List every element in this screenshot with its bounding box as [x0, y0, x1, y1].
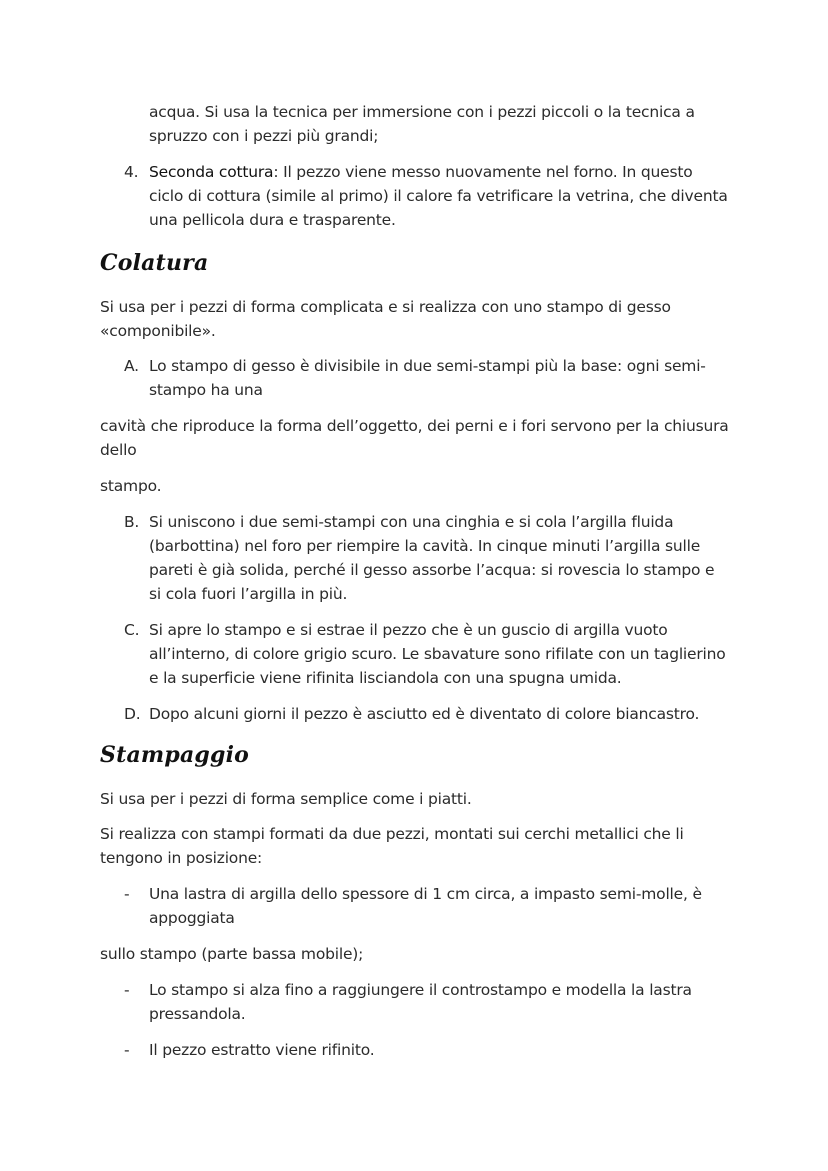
stampaggio-intro: Si usa per i pezzi di forma semplice come i piatti. — [100, 790, 472, 808]
bullet-item-2 — [100, 978, 740, 1026]
bullet-item-text: Una lastra di argilla dello spessore di 1 cm circa, a impasto semi-molle, è appoggiata — [149, 885, 702, 927]
list-item-c — [100, 618, 740, 690]
list-item-d — [100, 702, 740, 726]
list-item-4 — [100, 160, 740, 232]
continuation-paragraph: acqua. Si usa la tecnica per immersione con i pezzi piccoli o la tecnica a spruzzo con i pezzi più grandi; — [149, 103, 695, 145]
heading-stampaggio: Stampaggio — [100, 742, 250, 768]
list-marker: B. — [124, 513, 140, 531]
list-item-text: Si apre lo stampo e si estrae il pezzo che è un guscio di argilla vuoto all’interno, di colore grigio scuro. Le sbavature sono rifilate con un taglierino e la superficie viene rifinita lisciandola con una spugna umida. — [149, 621, 726, 687]
colatura-a-continuation: cavità che riproduce la forma dell’oggetto, dei perni e i fori servono per la chiusura dello — [100, 417, 729, 459]
term-description: : Il pezzo viene messo nuovamente nel forno. In questo ciclo di cottura (simile al primo) il calore fa vetrificare la vetrina, che diventa una pellicola dura e trasparente. — [149, 163, 728, 229]
bullet-item-text: Lo stampo si alza fino a raggiungere il controstampo e modella la lastra pressandola. — [149, 981, 692, 1023]
list-item-a — [100, 354, 740, 402]
heading-colatura: Colatura — [100, 250, 209, 276]
bullet-marker: - — [124, 981, 130, 999]
stampaggio-intro-2: Si realizza con stampi formati da due pezzi, montati sui cerchi metallici che li tengono in posizione: — [100, 825, 684, 867]
list-marker: D. — [124, 705, 141, 723]
bullet-marker: - — [124, 1041, 130, 1059]
bullet-item-3 — [100, 1038, 740, 1062]
bullet-marker: - — [124, 885, 130, 903]
bullet-1-continuation: sullo stampo (parte bassa mobile); — [100, 945, 364, 963]
list-marker: 4. — [124, 163, 139, 181]
list-item-text: Lo stampo di gesso è divisibile in due semi-stampi più la base: ogni semi-stampo ha una — [149, 357, 706, 399]
list-item-text: Dopo alcuni giorni il pezzo è asciutto ed è diventato di colore biancastro. — [149, 705, 700, 723]
term-seconda-cottura: Seconda cottura — [149, 163, 274, 181]
list-marker: C. — [124, 621, 140, 639]
list-marker: A. — [124, 357, 139, 375]
list-item-text: Si uniscono i due semi-stampi con una cinghia e si cola l’argilla fluida (barbottina) nel foro per riempire la cavità. In cinque minuti l’argilla sulle pareti è già solida, perché il gesso assorbe l’acqua: si rovescia lo stampo e si cola fuori l’argilla in più. — [149, 513, 715, 603]
colatura-a-continuation-2: stampo. — [100, 477, 162, 495]
bullet-item-1 — [100, 882, 740, 930]
list-item-text — [149, 160, 729, 232]
list-item-b — [100, 510, 740, 606]
colatura-intro: Si usa per i pezzi di forma complicata e si realizza con uno stampo di gesso «componibile». — [100, 298, 671, 340]
bullet-item-text: Il pezzo estratto viene rifinito. — [149, 1041, 375, 1059]
